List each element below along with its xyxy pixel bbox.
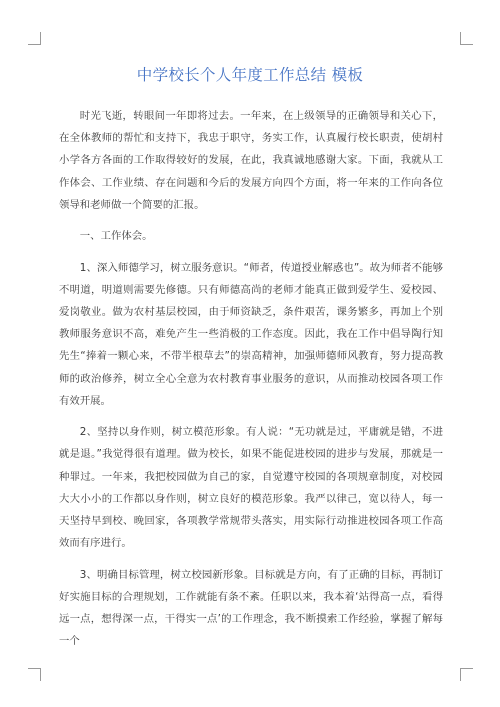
paragraph-intro: 时光飞逝，转眼间一年即将过去。一年来，在上级领导的正确领导和关心下，在全体教师的帮忙和支持下，我忠于职守，务实工作，认真履行校长职责，使胡村小学各方各面的工作取得较好的发展，在此，我真诚地感谢大家。下面，我就从工作体会、工作业绩、存在问题和今后的发展方向四个方面，将一年来的工作向各位领导和老师做一个简要的汇报。	[59, 110, 443, 211]
paragraph-point-1: 1、深入师德学习，树立服务意识。“师者，传道授业解惑也”。故为师者不能够不明道，明道则需要先修德。只有师德高尚的老师才能真正做到爱学生、爱校园、爱岗敬业。做为农村基层校园，由于师资缺乏，条件艰苦，课务繁多，再加上个别教师服务意识不高，难免产生一些消极的工作态度。因此，我在工作中倡导陶行知先生“捧着一颗心来，不带半根草去”的崇高精神，加强师德师风教育，努力提高教师的政治修养，树立全心全意为农村教育事业服务的意识，从而推动校园各项工作有效开展。	[59, 261, 443, 407]
crop-mark-bottom-left	[28, 668, 41, 681]
crop-mark-bottom-right	[460, 668, 473, 681]
document-body	[59, 105, 443, 662]
section-heading-work-experience: 一、工作体会。	[79, 230, 153, 243]
document-title: 中学校长个人年度工作总结 模板	[136, 66, 364, 84]
crop-mark-top-left	[28, 32, 41, 45]
paragraph-point-2: 2、坚持以身作则，树立模范形象。有人说：“无功就是过，平庸就是错，不进就是退。”我觉得很有道理。做为校长，如果不能促进校园的进步与发展，那就是一种罪过。一年来，我把校园做为自己的家，自觉遵守校园的各项规章制度，对校园大大小小的工作都以身作则，树立良好的模范形象。我严以律己，宽以待人，每一天坚持早到校、晚回家，各项教学常规带头落实，用实际行动推进校园各项工作高效而有序进行。	[59, 426, 443, 550]
paragraph-point-3: 3、明确目标管理，树立校园新形象。目标就是方向，有了正确的目标，再制订好实施目标的合理规划，工作就能有条不紊。任职以来，我本着‘站得高一点，看得远一点，想得深一点，干得实一点’的工作理念，我不断摸索工作经验，掌握了解每一个	[59, 568, 443, 648]
crop-mark-top-right	[460, 32, 473, 45]
